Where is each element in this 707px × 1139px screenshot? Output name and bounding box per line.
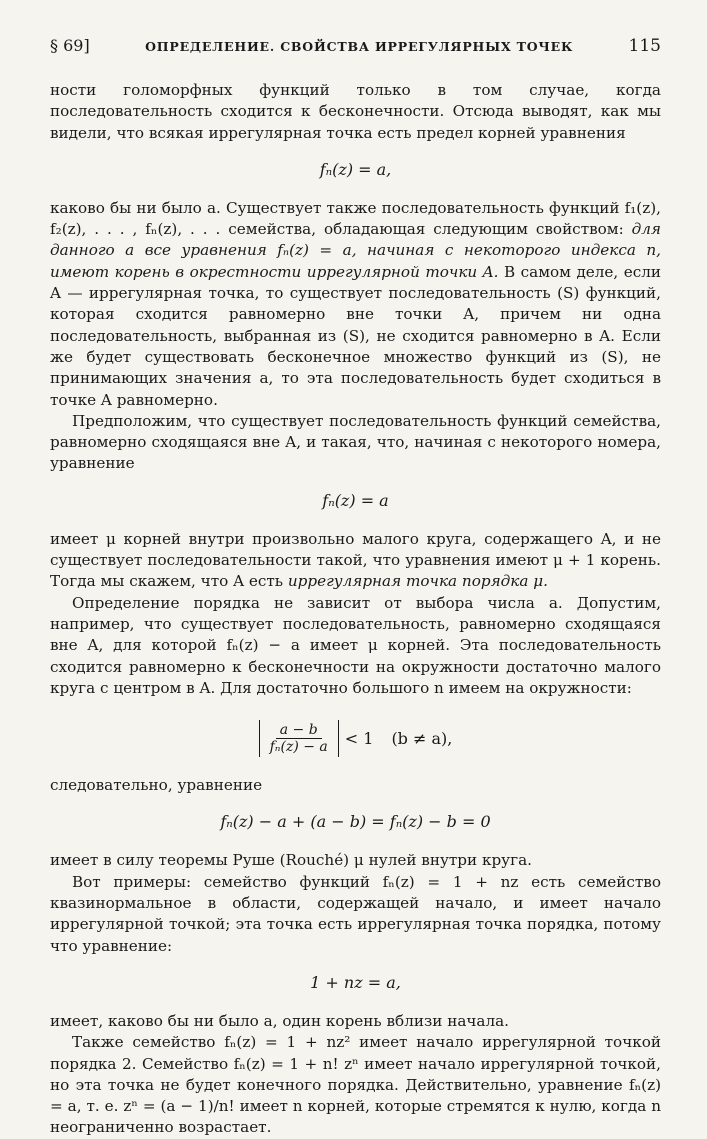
fraction-numerator: a − b xyxy=(276,722,322,739)
absolute-value-fraction xyxy=(259,720,339,757)
formula-fn-equals-a: fₙ(z) = a, xyxy=(319,159,392,179)
formula-inequality xyxy=(50,715,661,761)
paragraph-5: Определение порядка не зависит от выбора числа a. Допустим, например, что существует последовательность, равномерно сходящаяся вне A, для которой fₙ(z) − a имеет μ корней. Эта последовательность сходится равномерно к бесконечности на окружности достаточно малого круга с центром в A. Для достаточно большого n имеем на окружности: xyxy=(50,593,661,697)
paragraph-2-continuation: В самом деле, если A — иррегулярная точка, то существует последовательность (S) функций, которая сходится равномерно вне точки A, причем ни одна последовательность, выбранная из (S), не сходится равномерно в A. Если же будет существовать бесконечное множество функций из (S), не принимающих значения a, то эта последовательность будет сходиться в точке A равномерно. xyxy=(50,262,662,409)
paragraph-2-text: каково бы ни было a. Существует также последовательность функций f₁(z), f₂(z), . . . , fₙ(z), . . . семейства, обладающая следующим свойством: xyxy=(50,198,661,239)
chapter-title: ОПРЕДЕЛЕНИЕ. СВОЙСТВА ИРРЕГУЛЯРНЫХ ТОЧЕК xyxy=(145,39,574,54)
paragraph-6: следовательно, уравнение xyxy=(50,776,263,795)
paragraph-4-text: имеет μ корней внутри произвольно малого круга, содержащего A, и не существует последовательности такой, что уравнения имеют μ + 1 корень. Тогда мы скажем, что A есть xyxy=(50,529,661,591)
paragraph-7: имеет в силу теоремы Руше (Rouché) μ нулей внутри круга. xyxy=(50,851,532,870)
formula-rouche: fₙ(z) − a + (a − b) = fₙ(z) − b = 0 xyxy=(220,812,491,832)
paragraph-2-emphasis: для данного a все уравнения fₙ(z) = a, начиная с некоторого индекса n, имеют корень в окрестности иррегулярной точки A. xyxy=(50,220,661,281)
paragraph-8: Вот примеры: семейство функций fₙ(z) = 1 + nz есть семейство квазинормальное в области, содержащей начало, и имеет начало иррегулярной точкой; эта точка есть иррегулярная точка порядка, потому что уравнение: xyxy=(50,872,661,955)
fraction-denominator: fₙ(z) − a xyxy=(269,738,328,755)
page-number: 115 xyxy=(628,36,661,56)
formula-fn-equals-a-2: fₙ(z) = a xyxy=(322,490,389,510)
inequality-condition: (b ≠ a), xyxy=(391,728,453,748)
inequality-rhs: < 1 xyxy=(344,728,374,748)
paragraph-4 xyxy=(50,529,661,593)
paragraph-10: Также семейство fₙ(z) = 1 + nz² имеет начало иррегулярной точкой порядка 2. Семейство fₙ(z) = 1 + n! zⁿ имеет начало иррегулярной точкой, но эта точка не будет конечного порядка. Действительно, уравнение fₙ(z) = a, т. е. zⁿ = (a − 1)/n! имеет n корней, которые стремятся к нулю, когда n неограниченно возрастает. xyxy=(50,1033,661,1137)
paragraph-1: ности голоморфных функций только в том случае, когда последовательность сходится к бесконечности. Отсюда выводят, как мы видели, что всякая иррегулярная точка есть предел корней уравнения xyxy=(50,81,661,142)
running-header xyxy=(50,36,661,56)
section-ref: § 69] xyxy=(50,36,90,55)
paragraph-3: Предположим, что существует последовательность функций семейства, равномерно сходящаяся вне A, и такая, что, начиная с некоторого номера, уравнение xyxy=(50,411,661,473)
fraction xyxy=(266,722,332,755)
paragraph-9: имеет, каково бы ни было a, один корень вблизи начала. xyxy=(50,1011,509,1030)
paragraph-2 xyxy=(50,198,661,411)
formula-example: 1 + nz = a, xyxy=(310,972,401,992)
paragraph-4-emphasis: иррегулярная точка порядка μ. xyxy=(287,572,548,591)
